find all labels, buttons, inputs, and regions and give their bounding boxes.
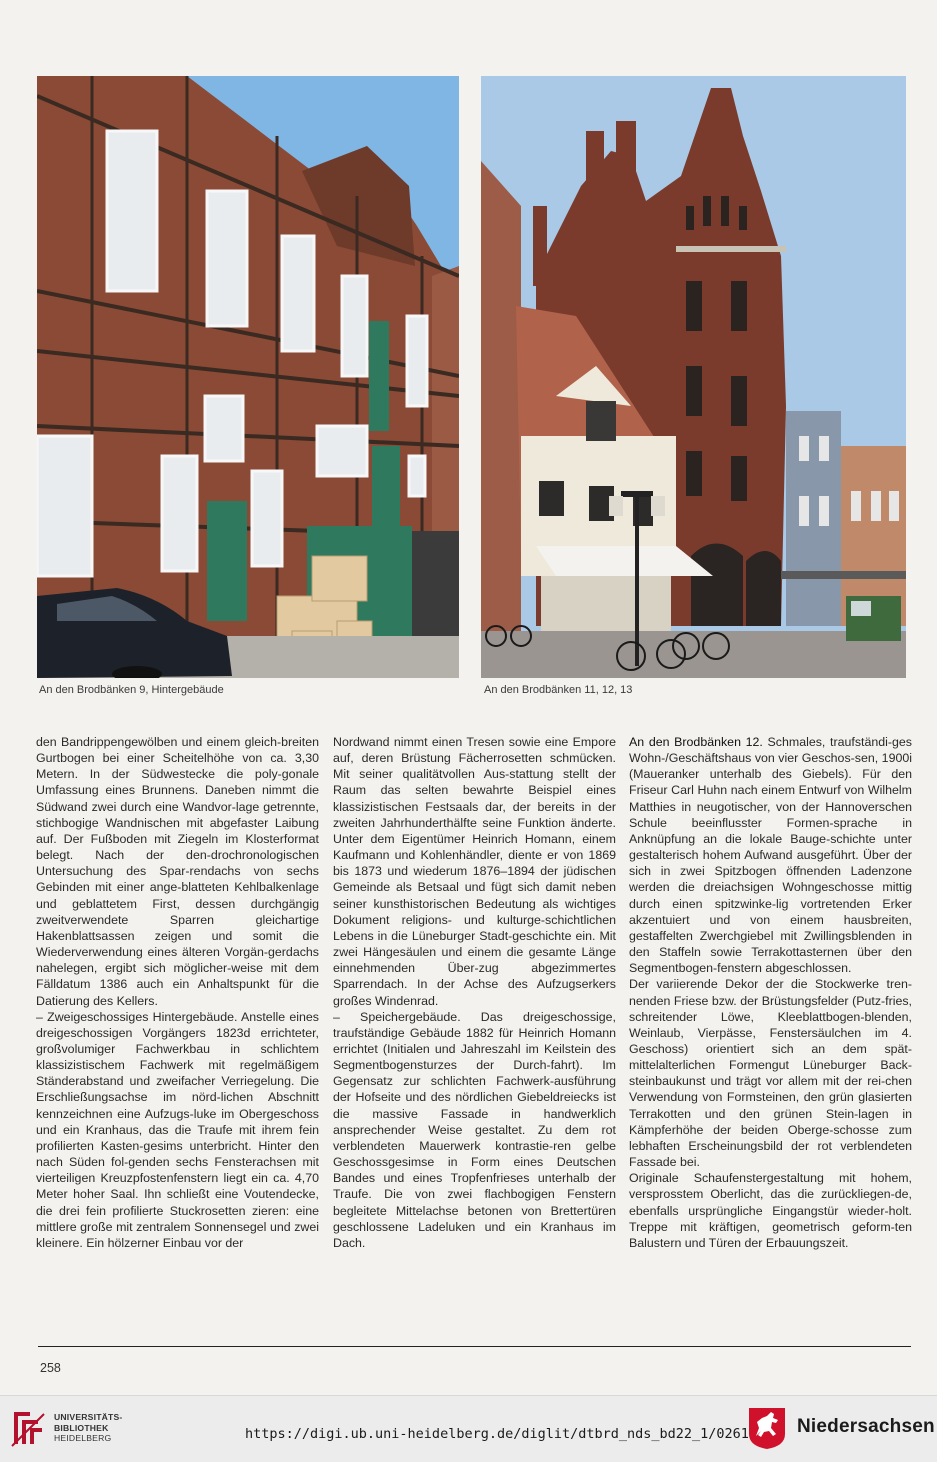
- paragraph: Originale Schaufenstergestaltung mit hohem, versprosstem Oberlicht, das die zurückliegen-de, ebenfalls ursprüngliche Eingangstür wieder-holt. Treppe mit kräftigen, geometrisch geform-ten Balustern und Türen der Erbauungszeit.: [629, 1171, 912, 1250]
- entry-text: Schmales, traufständi-ges Wohn-/Geschäftshaus von vier Geschos-sen, 1900i (Maueranker unterhalb des Giebels). Für den Friseur Carl Huhn nach einem Entwurf von Wilhelm Matthies in neugotischer, von der Hannoverschen Schule beeinflusster Formen-sprache in Anknüpfung an die lokale Bauge-schichte unter gestalterisch hohem Aufwand ausgeführt. Über der sich in zwei Spitzbogen öffnenden Ladenzone werden die dreiachsigen Wohngeschosse mittig durch einen spitzwinke-lig vortretenden Erker akzentuiert und von einem hausbreiten, gestaffelten Zwerchgiebel mit Zwillingsblenden in den Staffeln sowie Terrakottasternen über den Segmentbogen-fenstern abgeschlossen.: [629, 735, 912, 976]
- photo-brodbaenken-11-12-13-image: [481, 76, 906, 678]
- niedersachsen-horse-icon[interactable]: [747, 1406, 787, 1450]
- text-column-1: [36, 734, 319, 1251]
- viewer-footer: [0, 1395, 937, 1462]
- paragraph: – Speichergebäude. Das dreigeschossige, traufständige Gebäude 1882 für Heinrich Homann errichtet (Initialen und Jahreszahl im Keilstein des Segmentbogensturzes der Durch-fahrt). Im Gegensatz zur schlichten Fachwerk-ausführung der Hofseite und des nördlichen Giebeldreiecks ist die massive Fassade in handwerklich ansprechender Weise gestaltet. Zu dem rot verblendeten Mauerwerk kontrastie-ren gelbe Geschossgesimse in Form eines Deutschen Bandes und eines Tropfenfrieses unterhalb der Traufe. Die von zwei flachbogigen Fenstern begleitete Mittelachse betonen von Brettertüren geschlossene Ladeluken und ein Kranhaus im Dach.: [333, 1009, 616, 1250]
- text-column-2: [333, 734, 616, 1251]
- library-line: UNIVERSITÄTS-: [54, 1412, 123, 1422]
- photo-brodbaenken-9-image: [37, 76, 459, 678]
- caption-left: An den Brodbänken 9, Hintergebäude: [39, 684, 224, 696]
- photo-brodbaenken-11-12-13: [481, 76, 906, 678]
- footer-rule: [38, 1346, 911, 1347]
- entry-heading: An den Brodbänken 12.: [629, 735, 763, 749]
- paragraph: [629, 734, 912, 976]
- niedersachsen-wordmark[interactable]: Niedersachsen: [797, 1416, 935, 1437]
- permalink-url[interactable]: https://digi.ub.uni-heidelberg.de/diglit/dtbrd_nds_bd22_1/0261: [245, 1426, 749, 1442]
- university-library-name[interactable]: [54, 1412, 123, 1444]
- caption-right: An den Brodbänken 11, 12, 13: [484, 684, 633, 696]
- photo-brodbaenken-9: [37, 76, 459, 678]
- paragraph: Der variierende Dekor der die Stockwerke tren-nenden Friese bzw. der Brüstungsfelder (Putz-fries, schreitender Löwe, Kleeblattbogen-blenden, Weinlaub, Vierpässe, Fenstersäulchen im 4. Geschoss) orientiert sich an dem spät-mittelalterlichen Formengut Lüneburger Back-steinbaukunst und trägt vor allem mit der rei-chen Verwendung von Formsteinen, den grün glasierten Terrakotten und den grünen Stein-lagen in Kämpferhöhe der beiden Oberge-schosse zum lebhaften Erscheinungsbild der rot verblendeten Fassade bei.: [629, 977, 912, 1170]
- paragraph: Nordwand nimmt einen Tresen sowie eine Empore auf, deren Brüstung Fächerrosetten schmücken. Mit seiner qualitätvollen Aus-stattung stellt der Raum das selten bewahrte Beispiel eines klassizistischen Festsaals dar, der bereits in der zweiten Jahrhunderthälfte seine Funktion änderte. Unter dem Eigentümer Heinrich Homann, einem Kaufmann und Kohlenhändler, diente er von 1869 bis 1873 und wiederum 1876–1894 der jüdischen Gemeinde als Betsaal und fügt sich damit neben seiner kunsthistorischen Bedeutung als wichtiges Dokument religions- und kulturge-schichtlichen Lebens in die Lüneburger Stadt-geschichte ein. Mit zwei Hängesäulen und einem die gesamte Länge einnehmenden Über-zug abgezimmertes Sparrendach. In der Achse des Aufzugserkers großes Windenrad.: [333, 735, 616, 1008]
- university-library-logo-icon[interactable]: [10, 1408, 46, 1448]
- paragraph: den Bandrippengewölben und einem gleich-breiten Gurtbogen bei einer Scheitelhöhe von ca. 3,30 Metern. In der Südwestecke die poly-gonale Umfassung eines Brunnens. Daneben nimmt die Südwand zwei durch eine Wandvor-lage getrennte, stichbogige Wandnischen mit abgefaster Laibung auf. Der Fußboden mit Ziegeln im Klosterformat belegt. Nach der den-drochronologischen Untersuchung des Spar-rendachs von sechs Gebinden mit einer ange-blatteten Kehlbalkenlage und geblattetem First, dessen durchgängig zweitverwendete Sparren gleichartige Hakenblattsassen zeigen und somit die Wiederverwendung eines älteren Vorgän-gerdachs nahelegen, ergibt sich möglicher-weise mit dem Fälldatum 1386 auch ein Anhaltspunkt für die Datierung des Kellers.: [36, 735, 319, 1008]
- text-column-3: [629, 734, 912, 1251]
- library-line: BIBLIOTHEK: [54, 1422, 109, 1433]
- page-number: 258: [40, 1361, 61, 1375]
- library-line: HEIDELBERG: [54, 1433, 112, 1443]
- paragraph: – Zweigeschossiges Hintergebäude. Anstelle eines dreigeschossigen Vorgängers 1823d errichteter, großvolumiger Fachwerkbau in schlichtem klassizistischem Fachwerk mit regelmäßigem Ständerabstand und zweifacher Verriegelung. Die Erschließungsachse im nörd-lichen Abschnitt kennzeichnen eine Aufzugs-luke im Obergeschoss und ein Kranhaus, das die Traufe mit ihrem fein profilierten Kasten-gesims unterbricht. Hinter den nach Süden fol-genden sechs Fensterachsen mit vierteiligen Kreuzpfostenfenstern liegt ein ca. 4,70 Meter hoher Saal. Ihn schließt eine Voutendecke, die drei fein profilierte Stuckrosetten zieren: eine mittlere große mit zentralem Sonnensegel und zwei kleinere. Ein hölzerner Einbau vor der: [36, 1009, 319, 1250]
